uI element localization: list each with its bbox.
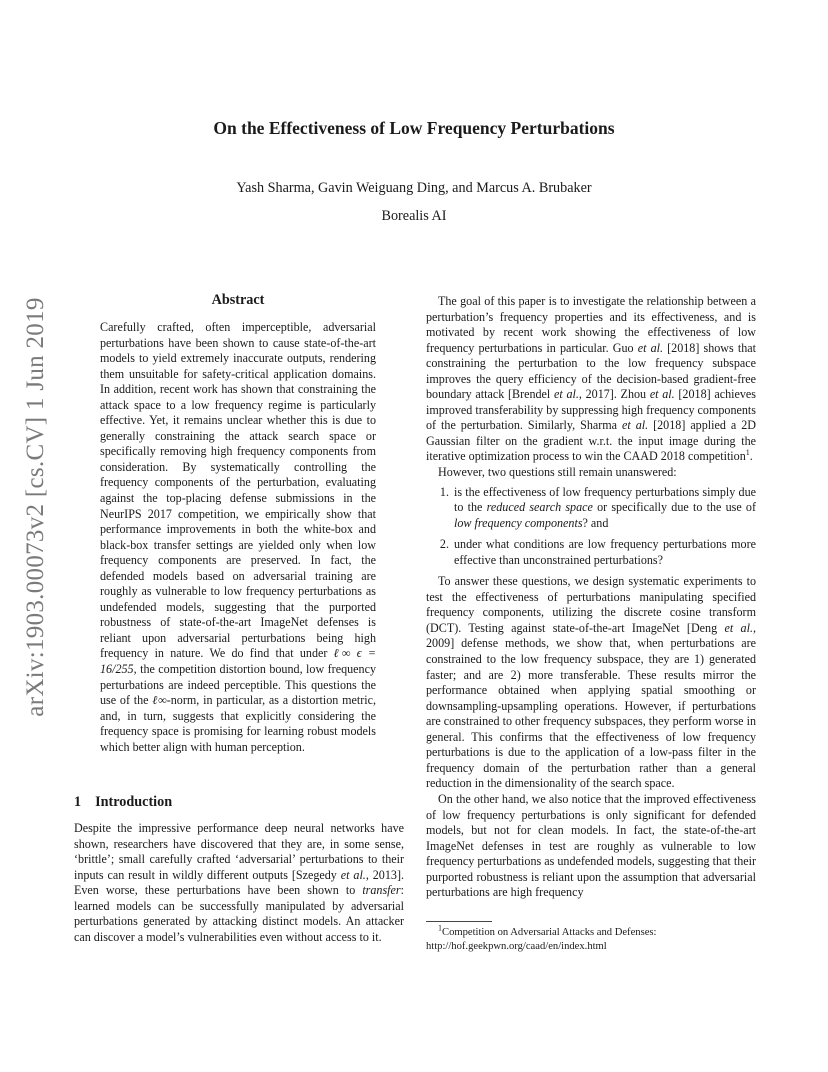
footnote-marker: 1	[745, 448, 750, 458]
abstract-text: , the competition distortion bound, low frequency perturbations are indeed perceptible. This questions the use of the	[100, 662, 376, 708]
abstract-math: ℓ∞	[152, 693, 167, 708]
paragraph-text: To answer these questions, we design systematic experiments to test the effectiveness of perturbations manipulating specified frequency components, utilizing the discrete cosine transform (DCT). Testing against state-of-the-art ImageNet [Deng	[426, 574, 756, 635]
arxiv-identifier: arXiv:1903.00073v2 [cs.CV] 1 Jun 2019	[22, 297, 49, 717]
paragraph	[426, 294, 756, 465]
author-list: Yash Sharma, Gavin Weiguang Ding, and Marcus A. Brubaker	[236, 180, 592, 196]
paragraph-text: : learned models can be successfully manipulated by adversarial perturbations generated by attacking distinct models. An attacker can discover a model’s vulnerabilities even without access to it.	[74, 883, 404, 944]
emphasis-text: reduced search space	[486, 500, 593, 515]
section-title: Introduction	[95, 794, 173, 810]
abstract-text: -norm, in particular, as a distortion metric, and, in turn, suggests that explicitly considering the frequency space is promising for learning robust models which better align with human perception.	[100, 693, 376, 754]
list-item-text: ? and	[582, 515, 609, 530]
right-column	[426, 294, 756, 901]
footnote-text: Competition on Adversarial Attacks and Defenses: http://hof.geekpwn.org/caad/en/index.html	[426, 927, 657, 952]
abstract-math: ℓ∞ ϵ = 16/255	[100, 646, 376, 677]
paragraph-text: .	[749, 449, 753, 464]
paragraph-text: [2018] achieves improved transferability by suppressing high frequency components of the perturbation. Similarly, Sharma	[426, 387, 756, 433]
citation-etal: et al.	[340, 867, 366, 882]
abstract-text: Carefully crafted, often imperceptible, adversarial perturbations have been shown to cause state-of-the-art models to yield extremely inaccurate outputs, rendering them unsuitable for safety-critical application domains. In addition, recent work has shown that constraining the attack space to a low frequency regime is particularly effective. Yet, it remains unclear whether this is due to generally constraining the attack search space or specifically removing high frequency components from consideration. By systematically controlling the frequency components of the perturbation, evaluating against the top-placing defense submissions in the NeurIPS 2017 competition, we empirically show that performance improvements in both the white-box and black-box transfer settings are yielded only when low frequency components are preserved. In fact, the defended models based on adversarial training are roughly as vulnerable to low frequency perturbations as undefended models, suggesting that the purported robustness of state-of-the-art ImageNet defenses is reliant upon adversarial perturbations being high frequency in nature. We do find that under	[100, 320, 376, 661]
paragraph-text: , 2017]. Zhou	[578, 387, 650, 402]
list-item-text: under what conditions are low frequency perturbations more effective than unconstrained perturbations?	[454, 537, 756, 567]
paragraph-text: Despite the impressive performance deep neural networks have shown, researchers have discovered that they are, in some sense, ‘brittle’; small carefully crafted ‘adversarial’ perturbations to their inputs can result in wildly different outputs [Szegedy	[74, 821, 404, 882]
arxiv-sidebar	[18, 295, 54, 720]
affiliation: Borealis AI	[381, 208, 447, 224]
paragraph-text: [2018] shows that constraining the perturbation to the low frequency subspace improves the query efficiency of the decision-based gradient-free boundary attack [Brendel	[426, 340, 757, 402]
intro-paragraph	[74, 821, 404, 945]
citation-etal: et al.	[637, 340, 664, 355]
list-item	[452, 485, 756, 532]
citation-etal: et al.	[724, 620, 753, 635]
emphasis-text: low frequency components	[454, 515, 583, 530]
footnote	[426, 923, 756, 954]
paragraph-text: , 2009] defense methods, we show that, when perturbations are constrained to the low frequency subspace, they are 1) generated faster; and are 2) more transferable. These results mirror the performance obtained when applying spatial smoothing or downsampling-upsampling operations. However, if perturbations are constrained to other frequency subspaces, they perform worse in general. This confirms that the effectiveness of low frequency perturbations is due to the application of a low-pass filter in the frequency domain of the perturbation rather than a general reduction in the dimensionality of the search space.	[426, 620, 757, 791]
paragraph: On the other hand, we also notice that the improved effectiveness of low frequency perturbations is only significant for defended models, but not for clean models. In fact, the state-of-the-art ImageNet defenses in test are roughly as vulnerable to low frequency perturbations as undefended models, suggesting that their purported robustness is reliant upon the assumption that adversarial perturbations are high frequency	[426, 791, 756, 900]
citation-etal: et al.	[554, 387, 579, 402]
section-heading	[74, 794, 172, 811]
footnote-divider	[426, 921, 492, 922]
paragraph-text: , 2013]. Even worse, these perturbations have been shown to	[74, 867, 404, 898]
list-item-text: is the effectiveness of low frequency perturbations simply due to the	[454, 484, 756, 515]
citation-etal: et al.	[649, 387, 675, 402]
abstract-body	[100, 320, 376, 755]
list-item	[452, 537, 756, 568]
citation-etal: et al.	[622, 418, 649, 433]
paragraph-text: The goal of this paper is to investigate the relationship between a perturbation’s frequency properties and its effectiveness, and is motivated by recent work showing the effectiveness of low frequency perturbations in particular. Guo	[426, 294, 756, 355]
list-item-text: or specifically due to the use of	[592, 500, 756, 515]
paragraph-text: [2018] applied a 2D Gaussian filter on the gradient w.r.t. the input image during the iterative optimization process to win the CAAD 2018 competition	[426, 418, 756, 464]
section-number: 1	[74, 794, 82, 810]
paragraph	[426, 574, 756, 792]
emphasis-text: transfer	[362, 883, 401, 898]
question-list	[426, 485, 756, 569]
footnote-marker: 1	[438, 923, 442, 933]
paragraph: However, two questions still remain unanswered:	[438, 465, 677, 480]
paper-title: On the Effectiveness of Low Frequency Perturbations	[213, 118, 615, 138]
abstract-heading: Abstract	[211, 292, 265, 308]
